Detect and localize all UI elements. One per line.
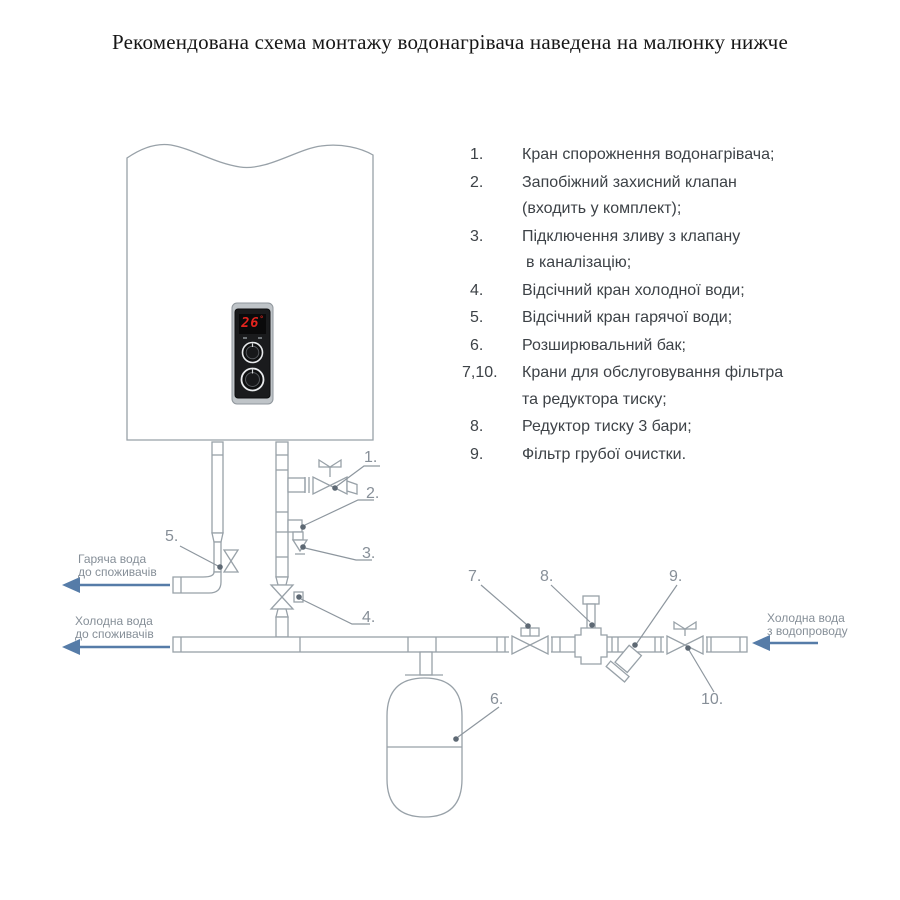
legend [462, 142, 892, 469]
legend-item-5: 5. Відсічний кран гарячої води; [470, 309, 733, 326]
temperature-readout: 26° [241, 315, 264, 331]
hot-water-out-label: Гаряча вода до споживачів [78, 552, 157, 579]
callout-3: 3. [362, 545, 376, 562]
page-title: Рекомендована схема монтажу водонагрівача наведена на малюнку нижче [112, 30, 788, 54]
callout-1: 1. [364, 449, 378, 466]
legend-item-6: 6. Розширювальний бак; [470, 336, 686, 354]
cold-water-main-pipe [173, 637, 747, 652]
temperature-knob [242, 369, 264, 391]
cold-water-vertical-pipe [276, 442, 288, 577]
pressure-reducer-8 [575, 596, 607, 664]
legend-item-7-10: 7,10. Крани для обслуговування фільтра та редуктора тиску; [462, 364, 784, 408]
hot-water-shutoff-valve-5 [224, 550, 238, 572]
callout-8: 8. [540, 568, 554, 585]
cold-water-out-label: Холодна вода до споживачів [75, 614, 154, 641]
legend-item-1: 1. Кран спорожнення водонагрівача; [470, 146, 775, 163]
cold-water-shutoff-valve-4 [271, 577, 303, 637]
callout-7: 7. [468, 568, 482, 585]
callout-2: 2. [366, 485, 380, 502]
drain-valve-1 [288, 460, 357, 494]
hot-water-out-arrow [62, 577, 170, 593]
callout-9: 9. [669, 568, 683, 585]
safety-valve-2 [288, 520, 303, 540]
legend-item-3: 3. Підключення зливу з клапану в каналізацію; [470, 227, 741, 271]
hot-water-pipe [173, 442, 223, 593]
legend-item-8: 8. Редуктор тиску 3 бари; [470, 418, 692, 435]
cold-water-out-arrow [62, 639, 170, 655]
power-knob [243, 343, 263, 363]
callout-10: 10. [701, 691, 724, 708]
cold-water-in-label: Холодна вода з водопроводу [767, 611, 848, 638]
callout-5: 5. [165, 528, 179, 545]
expansion-tank-6 [387, 652, 462, 817]
callout-4: 4. [362, 609, 376, 626]
legend-item-4: 4. Відсічний кран холодної води; [470, 281, 745, 299]
service-valve-10 [664, 622, 706, 654]
legend-item-2: 2. Запобіжний захисний клапан (входить у комплект); [470, 173, 737, 217]
legend-item-9: 9. Фільтр грубої очистки. [470, 445, 687, 463]
callout-6: 6. [490, 691, 504, 708]
service-valve-7 [509, 628, 551, 654]
